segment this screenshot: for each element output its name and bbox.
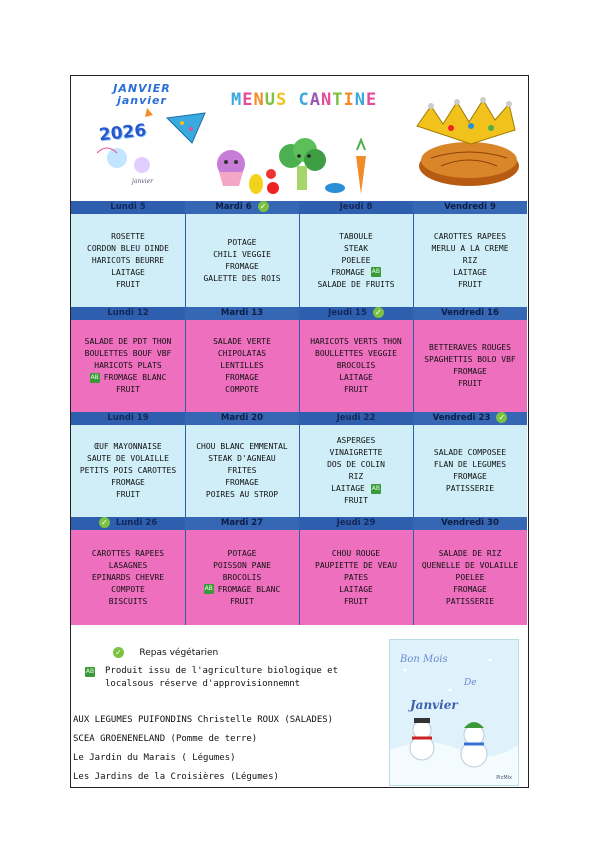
day-header bbox=[71, 517, 185, 530]
menu-item: FRUIT bbox=[115, 385, 141, 394]
menu-item: POISSON PANE bbox=[213, 560, 271, 570]
menu-item: PETITS POIS CAROTTES bbox=[79, 466, 177, 475]
menu-item: FROMAGE bbox=[225, 478, 259, 487]
menu-item: STEAK D'AGNEAU bbox=[208, 454, 276, 463]
menu-item: CHOU BLANC EMMENTAL bbox=[196, 442, 288, 451]
supplier-line: Les Jardins de la Croisières (Légumes) bbox=[73, 772, 279, 782]
menu-item: HARICOTS VERTS THON bbox=[310, 337, 402, 346]
day-header bbox=[413, 517, 527, 530]
day-header bbox=[185, 517, 299, 530]
day-menu-cell bbox=[413, 530, 527, 625]
galette-des-rois-icon bbox=[411, 96, 521, 191]
day-header bbox=[71, 201, 185, 214]
menu-header bbox=[71, 76, 527, 201]
day-label: Jeudi 15 bbox=[328, 308, 367, 318]
menu-item: FRUIT bbox=[115, 490, 141, 499]
day-label: Lundi 26 bbox=[115, 518, 158, 528]
day-menu-cell bbox=[413, 214, 527, 307]
menu-item: POELEE bbox=[341, 255, 371, 265]
menu-item: BOULETTES BOUF VBF bbox=[84, 349, 172, 358]
menu-item: BISCUITS bbox=[108, 596, 148, 606]
day-header bbox=[71, 412, 185, 425]
menu-item: RIZ bbox=[462, 255, 478, 265]
menu-item: LAITAGE bbox=[111, 267, 145, 277]
menu-frame bbox=[70, 75, 529, 788]
menu-item: PAUPIETTE DE VEAU bbox=[315, 560, 397, 570]
week-header-row bbox=[71, 412, 527, 425]
menu-item: EPINARDS CHEVRE bbox=[91, 572, 165, 582]
legend-vegetarian: ✓ Repas végétarien bbox=[113, 647, 218, 658]
supplier-line: Le Jardin du Marais ( Légumes) bbox=[73, 753, 236, 763]
menu-item: ROSETTE bbox=[111, 231, 145, 241]
day-header bbox=[413, 307, 527, 320]
january-title: JANVIER janvier bbox=[113, 82, 171, 107]
column-divider bbox=[413, 320, 414, 412]
day-label: Mardi 20 bbox=[220, 413, 264, 423]
day-menu-cell bbox=[185, 425, 299, 517]
vegetarian-leaf-icon: ✓ bbox=[373, 307, 384, 318]
menu-item: RIZ bbox=[348, 472, 364, 481]
vegetarian-leaf-icon: ✓ bbox=[99, 517, 110, 528]
menu-item: LENTILLES bbox=[220, 361, 264, 370]
menu-item: FROMAGE bbox=[453, 472, 487, 481]
menu-item: POIRES AU STROP bbox=[205, 490, 279, 499]
day-header bbox=[299, 517, 413, 530]
menu-item: FRUIT bbox=[343, 385, 369, 394]
day-menu-cell bbox=[299, 214, 413, 307]
menu-item: LAITAGE bbox=[453, 267, 487, 277]
menu-item: LAITAGE AB bbox=[331, 484, 380, 493]
menu-item: FLAN DE LEGUMES bbox=[433, 460, 507, 469]
menu-item: FROMAGE bbox=[225, 373, 259, 382]
day-menu-cell bbox=[185, 320, 299, 412]
menu-item: AB FROMAGE BLANC bbox=[90, 373, 167, 382]
menu-item: FROMAGE bbox=[453, 367, 487, 376]
january-small-label: janvier bbox=[132, 178, 154, 185]
page-title: MENUS CANTINE bbox=[231, 90, 378, 110]
day-label: Vendredi 9 bbox=[444, 202, 496, 212]
legend-organic: AB Produit issu de l'agriculture biologique et localsous réserve d'approvisionnemnt bbox=[85, 666, 338, 689]
day-label: Mardi 27 bbox=[220, 518, 264, 528]
column-divider bbox=[299, 530, 300, 625]
organic-ab-icon: AB bbox=[85, 668, 95, 675]
menu-item: SALADE DE PDT THON bbox=[84, 337, 172, 346]
column-divider bbox=[413, 530, 414, 625]
day-menu-cell bbox=[299, 320, 413, 412]
menu-item: ŒUF MAYONNAISE bbox=[94, 442, 162, 451]
day-label: Jeudi 22 bbox=[336, 413, 376, 423]
card-line-3: Janvier bbox=[410, 698, 458, 712]
day-header bbox=[185, 412, 299, 425]
day-label: Jeudi 8 bbox=[339, 202, 373, 212]
menu-item: FROMAGE AB bbox=[331, 267, 380, 277]
menu-item: POELEE bbox=[455, 572, 485, 582]
menu-item: FROMAGE bbox=[111, 478, 145, 487]
day-label: Lundi 12 bbox=[107, 308, 149, 318]
supplier-line: AUX LEGUMES PUIFONDINS Christelle ROUX (SALADES) bbox=[73, 715, 334, 725]
vegetarian-leaf-icon: ✓ bbox=[258, 201, 269, 212]
week-header-row bbox=[71, 201, 527, 214]
supplier-line: SCEA GROENENELAND (Pomme de terre) bbox=[73, 734, 258, 744]
menu-item: PATES bbox=[343, 572, 369, 582]
column-divider bbox=[299, 214, 300, 307]
day-label: Mardi 6 bbox=[215, 202, 252, 212]
column-divider bbox=[413, 214, 414, 307]
menu-item: TABOULE bbox=[339, 231, 373, 241]
menu-item: AB FROMAGE BLANC bbox=[204, 584, 281, 594]
menu-item: CHILI VEGGIE bbox=[213, 249, 271, 259]
day-header bbox=[299, 201, 413, 214]
menu-item: SALADE DE FRUITS bbox=[317, 279, 395, 289]
day-label: Lundi 5 bbox=[110, 202, 146, 212]
menu-item: COMPOTE bbox=[111, 584, 145, 594]
menu-item: FRUIT bbox=[115, 279, 141, 289]
day-label: Lundi 19 bbox=[107, 413, 149, 423]
menu-item: SALADE VERTE bbox=[213, 337, 271, 346]
menu-item: BOULLETTES VEGGIE bbox=[315, 349, 397, 358]
menu-item: HARICOTS BEURRE bbox=[91, 255, 165, 265]
supplier-list bbox=[73, 711, 333, 787]
organic-ab-icon: AB bbox=[90, 373, 99, 381]
menu-item: FRUIT bbox=[457, 379, 483, 388]
menu-item: SALADE DE RIZ bbox=[438, 548, 502, 558]
vegetables-illustration-icon bbox=[211, 136, 401, 198]
menu-item: HARICOTS PLATS bbox=[94, 361, 162, 370]
vegetarian-leaf-icon: ✓ bbox=[496, 412, 507, 423]
day-menu-cell bbox=[71, 425, 185, 517]
day-menu-cell bbox=[185, 530, 299, 625]
column-divider bbox=[185, 320, 186, 412]
day-header bbox=[413, 201, 527, 214]
menu-item: CHIPOLATAS bbox=[217, 349, 267, 358]
day-label: Jeudi 29 bbox=[336, 518, 376, 528]
day-label: Vendredi 30 bbox=[441, 518, 499, 528]
menu-item: FRUIT bbox=[343, 596, 369, 606]
menu-item: SALADE COMPOSEE bbox=[433, 448, 507, 457]
card-line-2: De bbox=[464, 678, 477, 688]
day-header bbox=[299, 412, 413, 425]
menu-item: CAROTTES RAPEES bbox=[91, 548, 165, 558]
menu-item: FRUIT bbox=[457, 279, 483, 289]
day-header bbox=[71, 307, 185, 320]
menu-item: VINAIGRETTE bbox=[329, 448, 383, 457]
menu-item: BETTERAVES ROUGES bbox=[429, 343, 511, 352]
menu-item: FRITES bbox=[227, 466, 257, 475]
week-header-row bbox=[71, 307, 527, 320]
menu-item: SAUTE DE VOLAILLE bbox=[87, 454, 169, 463]
menu-item: FRUIT bbox=[229, 596, 255, 606]
legend bbox=[71, 631, 527, 788]
menu-item: GALETTE DES ROIS bbox=[203, 273, 281, 283]
menu-item: ASPERGES bbox=[336, 436, 376, 445]
menu-item: POTAGE bbox=[227, 237, 257, 247]
menu-item: CORDON BLEU DINDE bbox=[87, 243, 169, 253]
card-line-1: Bon Mois bbox=[400, 654, 448, 665]
day-header bbox=[185, 201, 299, 214]
menu-item: POTAGE bbox=[227, 548, 257, 558]
day-label: Mardi 13 bbox=[220, 308, 264, 318]
vegetarian-leaf-icon: ✓ bbox=[113, 647, 124, 658]
day-menu-cell bbox=[71, 320, 185, 412]
day-menu-cell bbox=[185, 214, 299, 307]
january-greeting-card bbox=[389, 639, 519, 786]
week-header-row bbox=[71, 517, 527, 530]
menu-item: BROCOLIS bbox=[222, 572, 262, 582]
day-header bbox=[185, 307, 299, 320]
menu-item: FRUIT bbox=[343, 496, 369, 505]
menu-item: FROMAGE bbox=[453, 584, 487, 594]
day-label: Vendredi 23 bbox=[432, 413, 491, 423]
menu-item: CHOU ROUGE bbox=[331, 548, 381, 558]
day-header bbox=[413, 412, 527, 425]
menu-item: MERLU A LA CREME bbox=[431, 243, 509, 253]
day-menu-cell bbox=[299, 425, 413, 517]
organic-ab-icon: AB bbox=[204, 585, 213, 592]
day-menu-cell bbox=[71, 530, 185, 625]
day-menu-cell bbox=[413, 425, 527, 517]
year-label: 2026 bbox=[98, 120, 148, 146]
menu-item: FROMAGE bbox=[225, 261, 259, 271]
column-divider bbox=[413, 425, 414, 517]
menu-item: LASAGNES bbox=[108, 560, 148, 570]
day-menu-cell bbox=[413, 320, 527, 412]
card-signature: PicMix bbox=[496, 775, 512, 781]
column-divider bbox=[185, 425, 186, 517]
day-menu-cell bbox=[71, 214, 185, 307]
column-divider bbox=[299, 320, 300, 412]
menu-item: PATISSERIE bbox=[445, 484, 495, 493]
menu-item: BROCOLIS bbox=[336, 361, 376, 370]
menu-item: QUENELLE DE VOLAILLE bbox=[421, 560, 519, 570]
menu-item: COMPOTE bbox=[225, 385, 259, 394]
organic-ab-icon: AB bbox=[371, 484, 380, 492]
menu-item: DOS DE COLIN bbox=[327, 460, 385, 469]
menu-item: LAITAGE bbox=[339, 373, 373, 382]
menu-item: SPAGHETTIS BOLO VBF bbox=[424, 355, 516, 364]
menu-item: PATISSERIE bbox=[445, 596, 495, 606]
day-header bbox=[299, 307, 413, 320]
january-logo bbox=[87, 83, 227, 191]
menu-item: STEAK bbox=[343, 243, 369, 253]
day-label: Vendredi 16 bbox=[441, 308, 499, 318]
column-divider bbox=[185, 530, 186, 625]
column-divider bbox=[185, 214, 186, 307]
day-menu-cell bbox=[299, 530, 413, 625]
organic-ab-icon: AB bbox=[371, 268, 380, 275]
column-divider bbox=[299, 425, 300, 517]
menu-item: CAROTTES RAPEES bbox=[433, 231, 507, 241]
menu-item: LAITAGE bbox=[339, 584, 373, 594]
